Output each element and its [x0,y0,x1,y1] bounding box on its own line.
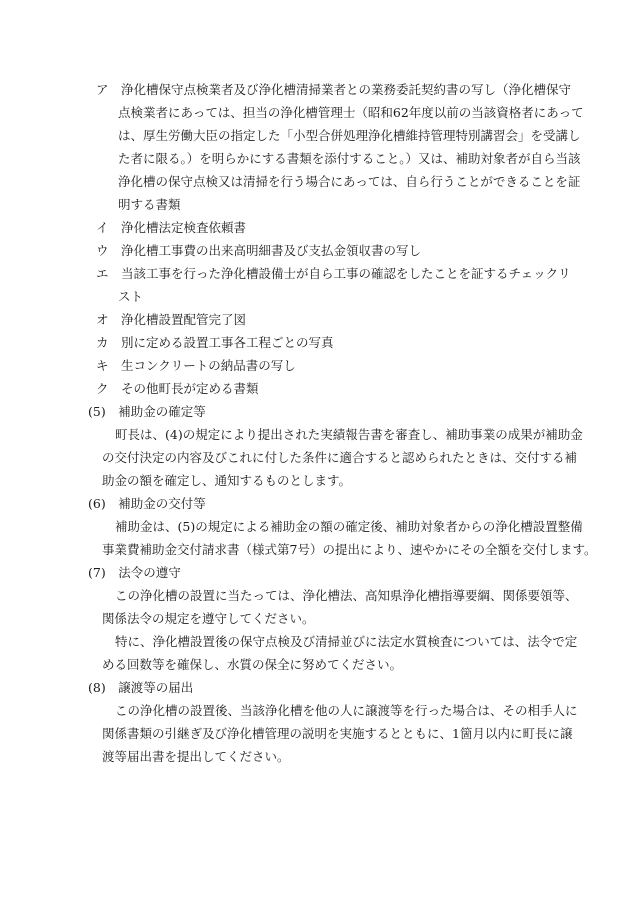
paragraph-line: 関係書類の引継ぎ及び浄化槽管理の説明を実施するとともに、1箇月以内に町長に譲 [102,726,573,741]
paragraph-line: 特に、浄化槽設置後の保守点検及び清掃並びに法定水質検査については、法令で定 [115,634,578,649]
list-item-line: は、厚生労働大臣の指定した「小型合併処理浄化槽維持管理特別講習会」を受講し [118,128,581,143]
paragraph-line: 関係法令の規定を遵守してください。 [102,611,315,626]
list-item-line: キ 生コンクリートの納品書の写し [96,358,296,373]
list-item-line: ウ 浄化槽工事費の出来高明細書及び支払金領収書の写し [96,243,422,258]
list-item-line: カ 別に定める設置工事各工程ごとの写真 [96,335,334,350]
paragraph-line: この浄化槽の設置に当たっては、浄化槽法、高知県浄化槽指導要綱、関係要領等、 [115,588,578,603]
list-item-line: ア 浄化槽保守点検業者及び浄化槽清掃業者との業務委託契約書の写し（浄化槽保守 [96,82,572,97]
paragraph-line: 事業費補助金交付請求書（様式第7号）の提出により、速やかにその全額を交付します。 [102,542,597,557]
list-item-line: オ 浄化槽設置配管完了図 [96,312,247,327]
section-heading: (7) 法令の遵守 [88,565,181,580]
paragraph-line: 助金の額を確定し、通知するものとします。 [102,473,352,488]
list-item-line: た者に限る。）を明らかにする書類を添付すること。）又は、補助対象者が自ら当該 [118,151,581,166]
list-item-line: イ 浄化槽法定検査依頼書 [96,220,247,235]
list-item-line: 点検業者にあっては、担当の浄化槽管理士（昭和62年度以前の当該資格者にあって [118,105,584,120]
list-item-line: エ 当該工事を行った浄化槽設備士が自ら工事の確認をしたことを証するチェックリ [96,266,571,281]
list-item-line: ク その他町長が定める書類 [96,381,259,396]
paragraph-line: 町長は、(4)の規定により提出された実績報告書を審査し、補助事業の成果が補助金 [115,427,583,442]
paragraph-line: この浄化槽の設置後、当該浄化槽を他の人に譲渡等を行った場合は、その相手人に [115,703,578,718]
list-item-line: 明する書類 [118,197,181,212]
section-heading: (8) 譲渡等の届出 [88,680,194,695]
paragraph-line: める回数等を確保し、水質の保全に努めてください。 [102,657,403,672]
list-item-line: 浄化槽の保守点検又は清掃を行う場合にあっては、自ら行うことができることを証 [118,174,581,189]
paragraph-line: 渡等届出書を提出してください。 [102,749,290,764]
paragraph-line: 補助金は、(5)の規定による補助金の額の確定後、補助対象者からの浄化槽設置整備 [115,519,583,534]
section-heading: (5) 補助金の確定等 [88,404,206,419]
paragraph-line: の交付決定の内容及びこれに付した条件に適合すると認められたときは、交付する補 [102,450,578,465]
section-heading: (6) 補助金の交付等 [88,496,206,511]
list-item-line: スト [118,289,144,304]
